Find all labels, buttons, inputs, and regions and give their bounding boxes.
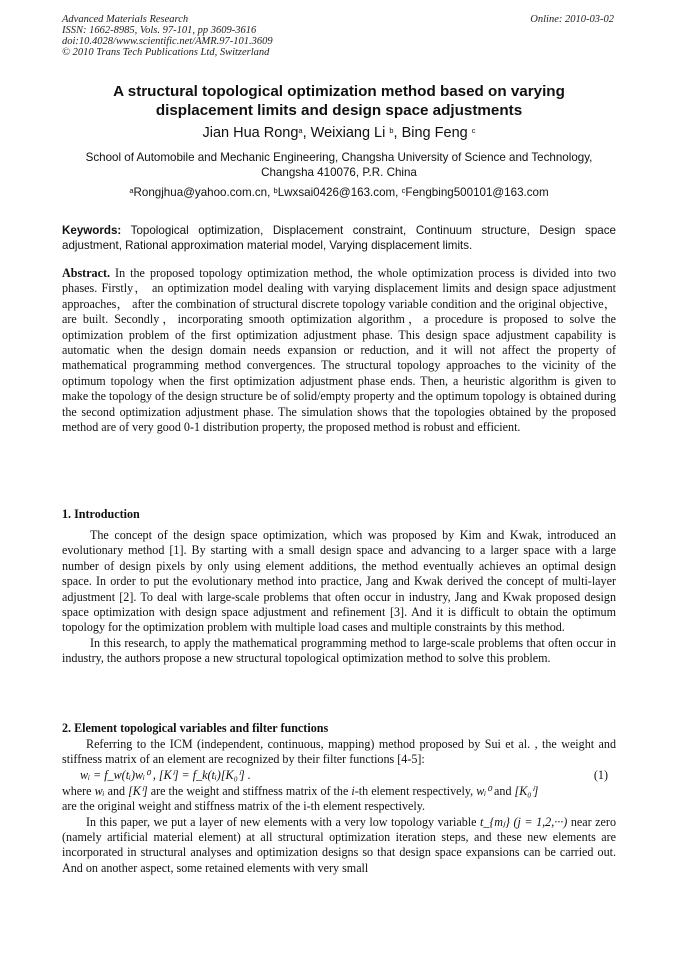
email-sup: b — [273, 186, 278, 195]
author-sup: a — [298, 126, 303, 135]
math-w: wᵢ — [94, 783, 105, 798]
where-text: are the weight and stiffness matrix of the — [147, 783, 352, 798]
keywords-text: Topological optimization, Displacement constraint, Continuum structure, Design space adjustment, Rational approximation material model, Varying displacement limits. — [62, 224, 616, 252]
equation-body: wᵢ = f_w(tᵢ)wᵢ⁰ , [Kⁱ] = f_k(tᵢ)[K₀ⁱ] . — [80, 767, 251, 782]
section-2-body — [62, 737, 616, 876]
email-link[interactable]: Rongjhua@yahoo.com.cn, — [133, 186, 274, 199]
affiliation-line-2: Changsha 410076, P.R. China — [261, 165, 417, 179]
equation-number: (1) — [593, 767, 608, 782]
where-line — [62, 784, 616, 799]
math-i: i — [351, 783, 355, 798]
math-tmj: t_{mⱼ} (j = 1,2,···) — [480, 814, 568, 829]
intro-paragraph-1: The concept of the design space optimization, which was proposed by Kim and Kwak, introduced an evolutionary method [1]. By starting with a small design space and advancing to a larger space with a large number of design pixels by only using element additions, the method eventually achieves an optimal design space. In order to put the evolutionary method into practice, Jang and Kwak derived the concept of multi-layer adjustment [2]. To deal with large-scale problems that often occur in industry, Jang and Kwak proposed design space optimization with design space adjustment and refinement [3]. And it is difficult to obtain the optimum topology for the optimization problem with multiple load cases and multiple constraints by this method. — [62, 528, 616, 635]
author-name: , Bing Feng — [393, 125, 472, 141]
email-list — [62, 186, 616, 200]
abstract-label: Abstract. — [62, 266, 111, 280]
author-list — [62, 124, 616, 142]
where-text: and — [104, 783, 129, 798]
keywords — [62, 224, 616, 253]
email-link[interactable]: Fengbing500101@163.com — [405, 186, 549, 199]
where-text: -th element respectively, — [354, 783, 477, 798]
author-sup: b — [389, 126, 394, 135]
author-name: Jian Hua Rong — [202, 125, 299, 141]
affiliation — [62, 151, 616, 180]
journal-header — [62, 14, 273, 58]
issn-line: ISSN: 1662-8985, Vols. 97-101, pp 3609-3616 — [62, 25, 257, 36]
author-sup: c — [471, 126, 476, 135]
section-heading-introduction: 1. Introduction — [62, 507, 140, 521]
author-name: , Weixiang Li — [302, 125, 390, 141]
online-date: Online: 2010-03-02 — [530, 14, 614, 25]
email-sup: c — [401, 186, 406, 195]
title-line-1: A structural topological optimization method based on varying — [113, 83, 565, 100]
math-w0: wᵢ⁰ — [476, 783, 492, 798]
abstract — [62, 266, 616, 435]
where-text: where — [62, 783, 95, 798]
math-k: [Kⁱ] — [128, 783, 148, 798]
original-line: are the original weight and stiffness matrix of the i-th element respectively. — [62, 799, 426, 814]
introduction-body — [62, 528, 616, 667]
doi-line: doi:10.4028/www.scientific.net/AMR.97-101.3609 — [62, 36, 273, 47]
title-line-2: displacement limits and design space adjustments — [155, 102, 523, 119]
para-text: In this paper, we put a layer of new elements with a very low topology variable — [86, 814, 481, 829]
sec2-paragraph-2 — [62, 815, 616, 877]
journal-name: Advanced Materials Research — [62, 14, 189, 25]
para-text: near zero (namely artificial material element) at all structural optimization iteration steps, and these new elements are incorporated in structural analyses and optimization designs so that design space expansions can be carried out. And on another aspect, some retained elements with very small — [62, 814, 616, 875]
email-sup: a — [129, 186, 134, 195]
copyright-line: © 2010 Trans Tech Publications Ltd, Switzerland — [62, 47, 270, 58]
paper-title — [62, 82, 616, 120]
math-k0: [K₀ⁱ] — [514, 783, 539, 798]
keywords-label: Keywords: — [62, 224, 122, 237]
email-link[interactable]: Lwxsai0426@163.com, — [277, 186, 402, 199]
abstract-text: In the proposed topology optimization method, the whole optimization process is divided into two phases. Firstly， an optimization model dealing with varying displacement limits and design space adjustment approaches， after the combination of structural discrete topology variable condition and the original objective， are built. Secondly，incorporating smooth optimization algorithm，a procedure is proposed to solve the optimization problem of the first optimization adjustment phase. This design space adjustment capability is automatic when the design domain needs expansion or reduction, and it will not affect the property of mathematical programming method convergences. The structural topology approaches to the vicinity of the optimum topology when the first optimization adjustment phase ends. Then, a heuristic algorithm is given to make the topology of the design structure be of solid/empty property and the optimum topology is obtained during the second optimization adjustment phase. The simulation shows that the topologies obtained by the proposed method are of very good 0-1 distribution property, the proposed method is robust and efficient. — [62, 266, 616, 435]
where-text: and — [491, 783, 515, 798]
sec2-paragraph-1: Referring to the ICM (independent, continuous, mapping) method proposed by Sui et al. , the weight and stiffness matrix of an element are recognized by their filter functions [4-5]: — [62, 737, 616, 767]
equation-1 — [62, 768, 616, 784]
intro-paragraph-2: In this research, to apply the mathematical programming method to large-scale problems that often occur in industry, the authors propose a new structural topological optimization method to solve this problem. — [62, 635, 616, 666]
affiliation-line-1: School of Automobile and Mechanic Engineering, Changsha University of Science and Technology, — [85, 151, 593, 164]
section-heading-element-variables: 2. Element topological variables and filter functions — [62, 721, 329, 735]
